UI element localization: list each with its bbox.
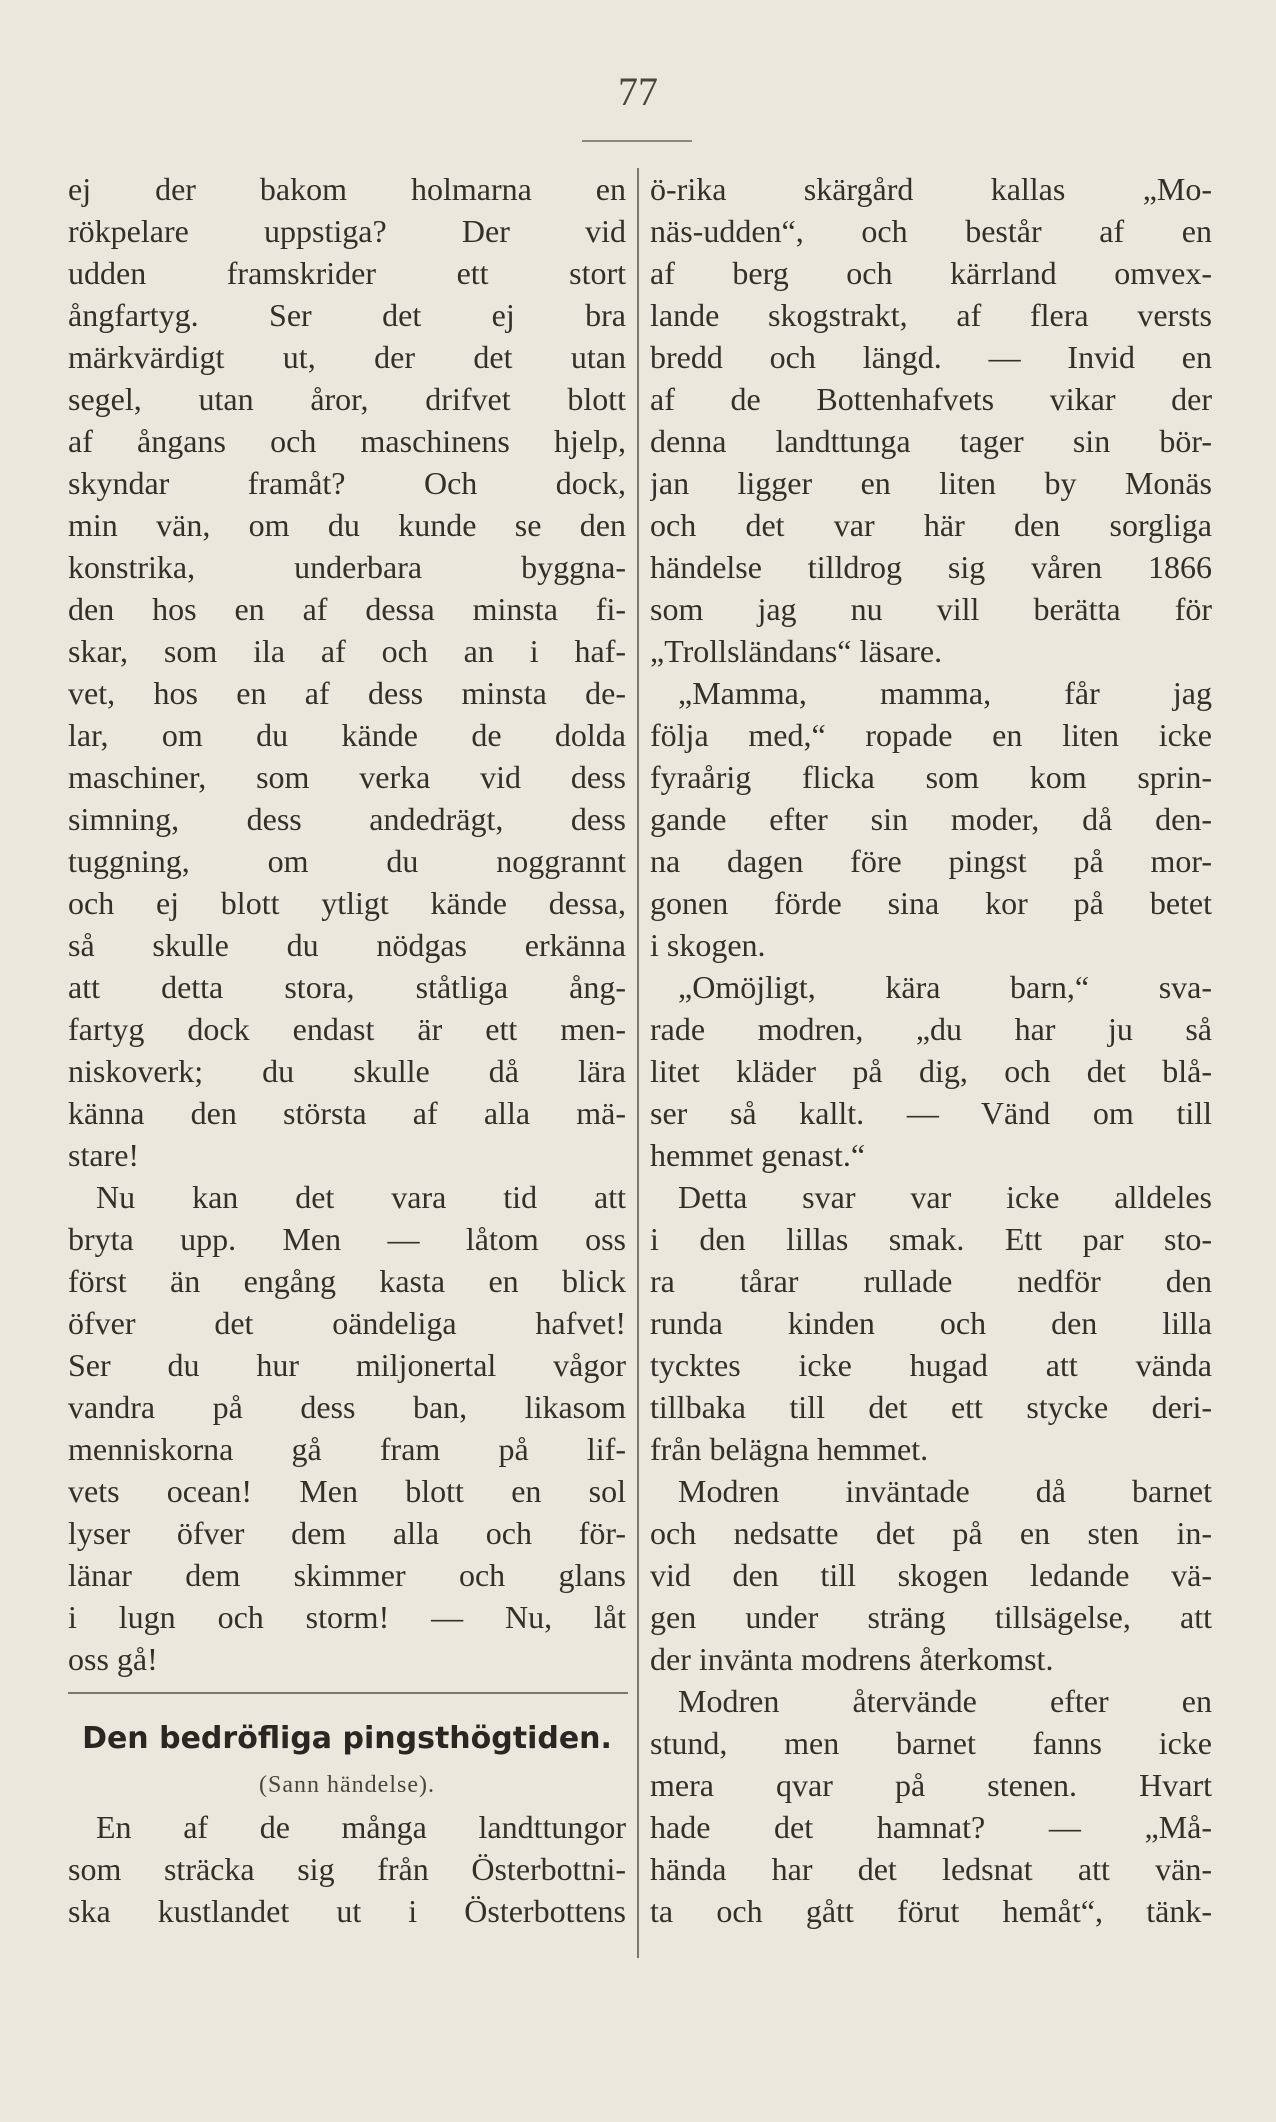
left-column-line: fartyg dock endast är ett men-	[68, 1011, 626, 1047]
section-text	[68, 1806, 626, 1932]
section-line: som sträcka sig från Österbottni-	[68, 1851, 626, 1887]
left-column-line: min vän, om du kunde se den	[68, 507, 626, 543]
left-column-line: vandra på dess ban, likasom	[68, 1389, 626, 1425]
left-column-line: segel, utan åror, drifvet blott	[68, 381, 626, 417]
right-column-line: hade det hamnat? — „Må-	[650, 1809, 1212, 1845]
right-column-line: i den lillas smak. Ett par sto-	[650, 1221, 1212, 1257]
right-column-line: hända har det ledsnat att vän-	[650, 1851, 1212, 1887]
left-column-line: så skulle du nödgas erkänna	[68, 927, 626, 963]
left-column-line: vets ocean! Men blott en sol	[68, 1473, 626, 1509]
right-column-line: Modren återvände efter en	[678, 1683, 1212, 1719]
left-column-line: och ej blott ytligt kände dessa,	[68, 885, 626, 921]
right-column-line: lande skogstrakt, af flera versts	[650, 297, 1212, 333]
left-column-line: oss gå!	[68, 1641, 158, 1677]
right-column-line: ta och gått förut hemåt“, tänk-	[650, 1893, 1212, 1929]
left-column-line: ångfartyg. Ser det ej bra	[68, 297, 626, 333]
left-column-line: rökpelare uppstiga? Der vid	[68, 213, 626, 249]
right-column-line: näs-udden“, och består af en	[650, 213, 1212, 249]
section-subtitle: (Sann händelse).	[259, 1772, 435, 1798]
right-column-line: af de Bottenhafvets vikar der	[650, 381, 1212, 417]
right-column-line: der invänta modrens återkomst.	[650, 1641, 1054, 1677]
left-column-line: märkvärdigt ut, der det utan	[68, 339, 626, 375]
right-column-line: na dagen före pingst på mor-	[650, 843, 1212, 879]
right-column-line: „Mamma, mamma, får jag	[678, 675, 1212, 711]
left-column-line: lar, om du kände de dolda	[68, 717, 626, 753]
section-line: En af de många landttungor	[96, 1809, 626, 1845]
left-column-line: tuggning, om du noggrannt	[68, 843, 626, 879]
left-column-line: ej der bakom holmarna en	[68, 171, 626, 207]
left-column-line: skyndar framåt? Och dock,	[68, 465, 626, 501]
left-column-line: bryta upp. Men — låtom oss	[68, 1221, 626, 1257]
left-column-line: simning, dess andedrägt, dess	[68, 801, 626, 837]
left-column-line: konstrika, underbara byggna-	[68, 549, 626, 585]
left-column-line: öfver det oändeliga hafvet!	[68, 1305, 626, 1341]
right-column-line: hemmet genast.“	[650, 1137, 866, 1173]
right-column-line: Modren inväntade då barnet	[678, 1473, 1212, 1509]
right-column-line: stund, men barnet fanns icke	[650, 1725, 1212, 1761]
left-column-line: niskoverk; du skulle då lära	[68, 1053, 626, 1089]
left-column-line: menniskorna gå fram på lif-	[68, 1431, 626, 1467]
right-column-line: och det var här den sorgliga	[650, 507, 1212, 543]
right-column-line: ser så kallt. — Vänd om till	[650, 1095, 1212, 1131]
left-column	[68, 168, 626, 1958]
right-column	[650, 168, 1212, 1958]
left-column-line: i lugn och storm! — Nu, låt	[68, 1599, 626, 1635]
right-column-line: gande efter sin moder, då den-	[650, 801, 1212, 837]
column-divider	[637, 168, 639, 1958]
section-title: Den bedröfliga pingsthögtiden.	[82, 1721, 612, 1756]
right-column-line: bredd och längd. — Invid en	[650, 339, 1212, 375]
left-column-line: stare!	[68, 1137, 140, 1173]
left-column-line: Ser du hur miljonertal vågor	[68, 1347, 626, 1383]
right-column-line: ö-rika skärgård kallas „Mo-	[650, 171, 1212, 207]
right-column-line: vid den till skogen ledande vä-	[650, 1557, 1212, 1593]
left-column-line: udden framskrider ett stort	[68, 255, 626, 291]
page-number-rule	[582, 140, 692, 142]
right-column-line: jan ligger en liten by Monäs	[650, 465, 1212, 501]
left-column-line: Nu kan det vara tid att	[96, 1179, 626, 1215]
right-column-line: „Trollsländans“ läsare.	[650, 633, 943, 669]
left-column-line: länar dem skimmer och glans	[68, 1557, 626, 1593]
right-column-line: i skogen.	[650, 927, 766, 963]
right-column-line: denna landttunga tager sin bör-	[650, 423, 1212, 459]
right-column-line: händelse tilldrog sig våren 1866	[650, 549, 1212, 585]
right-column-line: runda kinden och den lilla	[650, 1305, 1212, 1341]
right-column-text	[650, 168, 1212, 1932]
right-column-line: af berg och kärrland omvex-	[650, 255, 1212, 291]
right-column-line: gonen förde sina kor på betet	[650, 885, 1212, 921]
right-column-line: tycktes icke hugad att vända	[650, 1347, 1212, 1383]
right-column-line: Detta svar var icke alldeles	[678, 1179, 1212, 1215]
section-line: ska kustlandet ut i Österbottens	[68, 1893, 626, 1929]
right-column-line: mera qvar på stenen. Hvart	[650, 1767, 1212, 1803]
left-column-line: vet, hos en af dess minsta de-	[68, 675, 626, 711]
right-column-line: gen under sträng tillsägelse, att	[650, 1599, 1212, 1635]
right-column-line: följa med,“ ropade en liten icke	[650, 717, 1212, 753]
left-column-line: känna den största af alla mä-	[68, 1095, 626, 1131]
page-number: 77	[618, 69, 658, 114]
right-column-line: ra tårar rullade nedför den	[650, 1263, 1212, 1299]
left-column-line: lyser öfver dem alla och för-	[68, 1515, 626, 1551]
left-column-text	[68, 168, 626, 1680]
section-divider	[68, 1692, 628, 1694]
right-column-line: från belägna hemmet.	[650, 1431, 929, 1467]
left-column-line: af ångans och maschinens hjelp,	[68, 423, 626, 459]
right-column-line: „Omöjligt, kära barn,“ sva-	[678, 969, 1212, 1005]
right-column-line: litet kläder på dig, och det blå-	[650, 1053, 1212, 1089]
left-column-line: först än engång kasta en blick	[68, 1263, 626, 1299]
right-column-line: fyraårig flicka som kom sprin-	[650, 759, 1212, 795]
right-column-line: tillbaka till det ett stycke deri-	[650, 1389, 1212, 1425]
right-column-line: som jag nu vill berätta för	[650, 591, 1212, 627]
right-column-line: rade modren, „du har ju så	[650, 1011, 1212, 1047]
left-column-line: att detta stora, ståtliga ång-	[68, 969, 626, 1005]
left-column-line: skar, som ila af och an i haf-	[68, 633, 626, 669]
right-column-line: och nedsatte det på en sten in-	[650, 1515, 1212, 1551]
left-column-line: den hos en af dessa minsta fi-	[68, 591, 626, 627]
left-column-line: maschiner, som verka vid dess	[68, 759, 626, 795]
